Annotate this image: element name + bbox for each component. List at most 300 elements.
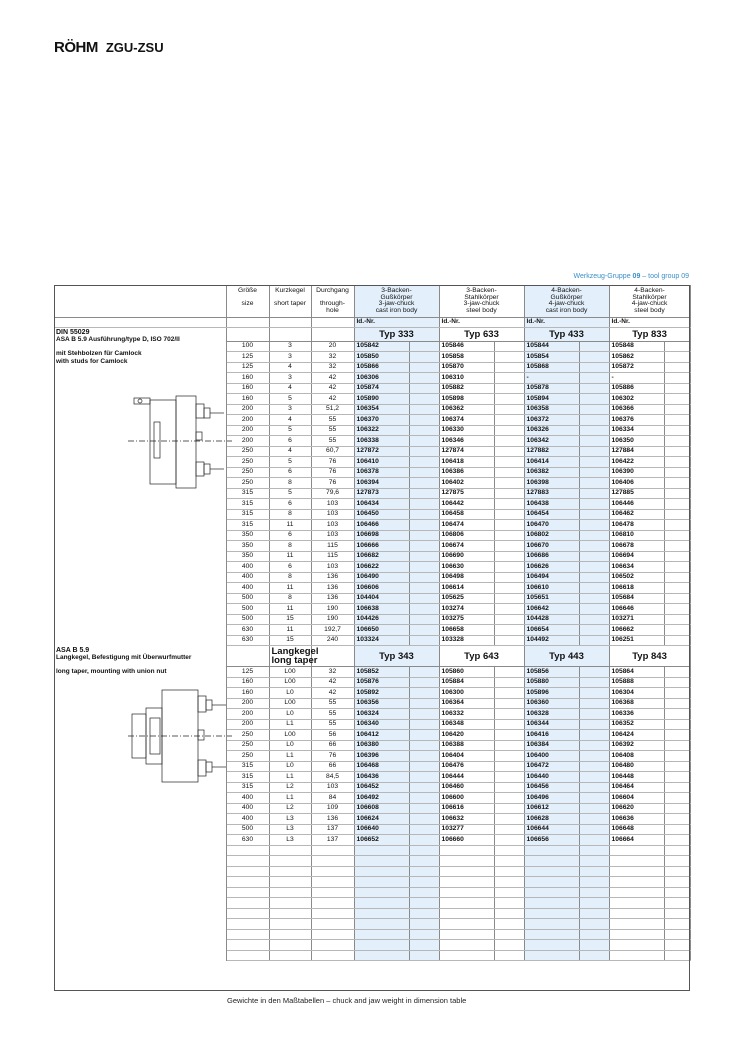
weight-cell bbox=[664, 499, 690, 510]
weight-cell bbox=[494, 488, 524, 499]
weight-cell bbox=[409, 824, 439, 835]
empty-cell bbox=[269, 877, 311, 888]
bore-cell: 137 bbox=[311, 824, 354, 835]
weight-cell bbox=[409, 677, 439, 688]
empty-cell bbox=[494, 940, 524, 951]
bore-cell: 55 bbox=[311, 698, 354, 709]
weight-cell bbox=[579, 383, 609, 394]
weight-cell bbox=[664, 709, 690, 720]
weight-cell bbox=[579, 404, 609, 415]
empty-cell bbox=[311, 908, 354, 919]
id-number-cell: 105842 bbox=[354, 341, 409, 352]
id-number-cell: 106376 bbox=[609, 415, 664, 426]
id-number-cell: 106344 bbox=[524, 719, 579, 730]
empty-cell bbox=[494, 950, 524, 961]
empty-cell bbox=[439, 877, 494, 888]
taper-cell: L3 bbox=[269, 814, 311, 825]
size-cell: 200 bbox=[226, 436, 269, 447]
taper-cell: L1 bbox=[269, 772, 311, 783]
id-number-cell: 106396 bbox=[354, 751, 409, 762]
empty-cell bbox=[409, 908, 439, 919]
weight-cell bbox=[664, 551, 690, 562]
id-number-cell: 106251 bbox=[609, 635, 664, 646]
empty-cell bbox=[226, 950, 269, 961]
id-number-cell: 106350 bbox=[609, 436, 664, 447]
weight-cell bbox=[494, 583, 524, 594]
empty-desc bbox=[54, 866, 226, 877]
id-number-cell: 106490 bbox=[354, 572, 409, 583]
weight-cell bbox=[409, 341, 439, 352]
id-number-cell: 106450 bbox=[354, 509, 409, 520]
size-cell: 500 bbox=[226, 614, 269, 625]
weight-cell bbox=[579, 541, 609, 552]
id-number-cell: 105886 bbox=[609, 383, 664, 394]
id-number-cell: 105862 bbox=[609, 352, 664, 363]
weight-cell bbox=[494, 635, 524, 646]
id-number-cell: 106348 bbox=[439, 719, 494, 730]
id-number-cell: 106478 bbox=[609, 520, 664, 531]
empty-cell bbox=[354, 929, 409, 940]
taper-cell: 3 bbox=[269, 352, 311, 363]
size-cell: 160 bbox=[226, 677, 269, 688]
empty-cell bbox=[354, 898, 409, 909]
weight-cell bbox=[409, 625, 439, 636]
long-taper-chuck-drawing bbox=[128, 686, 232, 786]
weight-cell bbox=[409, 362, 439, 373]
weight-cell bbox=[409, 373, 439, 384]
weight-cell bbox=[494, 404, 524, 415]
weight-cell bbox=[579, 793, 609, 804]
weight-cell bbox=[494, 761, 524, 772]
taper-cell: 6 bbox=[269, 562, 311, 573]
size-cell: 350 bbox=[226, 530, 269, 541]
size-cell: 400 bbox=[226, 572, 269, 583]
empty-cell bbox=[579, 856, 609, 867]
id-number-cell: 106466 bbox=[354, 520, 409, 531]
bore-cell: 20 bbox=[311, 341, 354, 352]
weight-cell bbox=[494, 499, 524, 510]
id-number-cell: 106420 bbox=[439, 730, 494, 741]
id-number-cell: 106630 bbox=[439, 562, 494, 573]
taper-cell: 4 bbox=[269, 383, 311, 394]
empty-cell bbox=[494, 908, 524, 919]
empty-cell bbox=[226, 898, 269, 909]
id-number-cell: 106806 bbox=[439, 530, 494, 541]
empty-cell bbox=[439, 908, 494, 919]
size-cell: 200 bbox=[226, 698, 269, 709]
empty-desc bbox=[54, 856, 226, 867]
id-number-cell: 106600 bbox=[439, 793, 494, 804]
id-number-cell: 106442 bbox=[439, 499, 494, 510]
weight-cell bbox=[409, 415, 439, 426]
empty-cell bbox=[664, 856, 690, 867]
weight-cell bbox=[494, 730, 524, 741]
weight-cell bbox=[664, 541, 690, 552]
empty-cell bbox=[609, 856, 664, 867]
taper-cell: L1 bbox=[269, 751, 311, 762]
weight-cell bbox=[494, 509, 524, 520]
id-number-cell: 106604 bbox=[609, 793, 664, 804]
empty-cell bbox=[311, 940, 354, 951]
weight-cell bbox=[664, 688, 690, 699]
taper-cell: 6 bbox=[269, 467, 311, 478]
empty-cell bbox=[311, 856, 354, 867]
id-number-cell: 127873 bbox=[354, 488, 409, 499]
empty-cell bbox=[226, 866, 269, 877]
id-number-cell: 106810 bbox=[609, 530, 664, 541]
empty-cell bbox=[609, 887, 664, 898]
type-label: Typ 343 bbox=[354, 646, 439, 667]
empty-cell bbox=[664, 866, 690, 877]
weight-cell bbox=[494, 698, 524, 709]
id-number-cell: 106382 bbox=[524, 467, 579, 478]
weight-cell bbox=[579, 824, 609, 835]
id-number-cell: 106346 bbox=[439, 436, 494, 447]
taper-cell: 3 bbox=[269, 341, 311, 352]
weight-cell bbox=[409, 782, 439, 793]
empty-cell bbox=[226, 929, 269, 940]
id-number-cell: 106436 bbox=[354, 772, 409, 783]
weight-cell bbox=[664, 614, 690, 625]
empty-cell bbox=[579, 929, 609, 940]
type-blank bbox=[311, 327, 354, 341]
empty-desc bbox=[54, 950, 226, 961]
empty-cell bbox=[269, 845, 311, 856]
taper-cell: L2 bbox=[269, 803, 311, 814]
empty-cell bbox=[494, 919, 524, 930]
weight-cell bbox=[409, 425, 439, 436]
weight-cell bbox=[579, 425, 609, 436]
id-number-cell: 127872 bbox=[354, 446, 409, 457]
empty-cell bbox=[226, 887, 269, 898]
bore-cell: 76 bbox=[311, 457, 354, 468]
taper-cell: L00 bbox=[269, 667, 311, 678]
bore-cell: 190 bbox=[311, 614, 354, 625]
empty-cell bbox=[311, 845, 354, 856]
id-number-cell: 106362 bbox=[439, 404, 494, 415]
bore-cell: 66 bbox=[311, 761, 354, 772]
empty-cell bbox=[524, 940, 579, 951]
id-number-cell: 106322 bbox=[354, 425, 409, 436]
weight-cell bbox=[494, 425, 524, 436]
weight-cell bbox=[409, 688, 439, 699]
empty-cell bbox=[609, 919, 664, 930]
empty-cell bbox=[579, 898, 609, 909]
section-title: DIN 55029 bbox=[56, 328, 90, 336]
id-number-cell: 106328 bbox=[524, 709, 579, 720]
size-cell: 315 bbox=[226, 772, 269, 783]
taper-cell: 8 bbox=[269, 572, 311, 583]
weight-cell bbox=[409, 719, 439, 730]
empty-desc bbox=[54, 929, 226, 940]
id-number-cell: 106332 bbox=[439, 709, 494, 720]
empty-cell bbox=[609, 908, 664, 919]
weight-cell bbox=[579, 572, 609, 583]
weight-cell bbox=[494, 341, 524, 352]
weight-cell bbox=[409, 541, 439, 552]
id-number-cell: - bbox=[609, 373, 664, 384]
size-cell: 250 bbox=[226, 478, 269, 489]
id-number-cell: 106356 bbox=[354, 698, 409, 709]
weight-cell bbox=[579, 761, 609, 772]
taper-cell: L3 bbox=[269, 824, 311, 835]
empty-cell bbox=[354, 856, 409, 867]
weight-cell bbox=[409, 698, 439, 709]
id-number-cell: 106372 bbox=[524, 415, 579, 426]
weight-cell bbox=[579, 415, 609, 426]
weight-cell bbox=[579, 677, 609, 688]
id-number-cell: - bbox=[524, 373, 579, 384]
empty-cell bbox=[494, 866, 524, 877]
id-number-cell: 106354 bbox=[354, 404, 409, 415]
id-number-cell: 106446 bbox=[609, 499, 664, 510]
weight-cell bbox=[494, 793, 524, 804]
id-number-cell: 103324 bbox=[354, 635, 409, 646]
size-cell: 250 bbox=[226, 751, 269, 762]
weight-cell bbox=[409, 761, 439, 772]
empty-row bbox=[54, 898, 690, 909]
bore-cell: 32 bbox=[311, 667, 354, 678]
taper-cell: 8 bbox=[269, 509, 311, 520]
weight-cell bbox=[579, 782, 609, 793]
id-number-cell: 106418 bbox=[439, 457, 494, 468]
empty-cell bbox=[524, 845, 579, 856]
id-label-row bbox=[54, 317, 690, 327]
id-number-cell: 106498 bbox=[439, 572, 494, 583]
id-number-cell: 103328 bbox=[439, 635, 494, 646]
size-cell: 160 bbox=[226, 373, 269, 384]
weight-cell bbox=[664, 835, 690, 846]
empty-cell bbox=[524, 908, 579, 919]
empty-cell bbox=[524, 877, 579, 888]
taper-subheader: Langkegel long taper bbox=[269, 646, 311, 667]
type-row bbox=[54, 646, 690, 667]
weight-cell bbox=[409, 667, 439, 678]
size-cell: 250 bbox=[226, 740, 269, 751]
id-number-cell: 106644 bbox=[524, 824, 579, 835]
empty-desc bbox=[54, 940, 226, 951]
type-row bbox=[54, 327, 690, 341]
empty-cell bbox=[664, 929, 690, 940]
size-cell: 315 bbox=[226, 782, 269, 793]
id-number-cell: 106480 bbox=[609, 761, 664, 772]
id-number-cell: 106444 bbox=[439, 772, 494, 783]
bore-cell: 56 bbox=[311, 730, 354, 741]
col-1-header: 3-Backen- Gußkörper 3-jaw-chuck cast iron body bbox=[354, 285, 439, 317]
taper-cell: 11 bbox=[269, 551, 311, 562]
taper-cell: 15 bbox=[269, 635, 311, 646]
weight-cell bbox=[664, 520, 690, 531]
empty-cell bbox=[609, 950, 664, 961]
weight-cell bbox=[494, 551, 524, 562]
empty-row bbox=[54, 940, 690, 951]
section2-description: ASA B 5.9 Langkegel, Befestigung mit Überwurfmutter long taper, mounting with union nut bbox=[54, 646, 226, 846]
weight-cell bbox=[409, 604, 439, 615]
taper-cell: 8 bbox=[269, 541, 311, 552]
taper-cell: L0 bbox=[269, 709, 311, 720]
id-number-cell: 106434 bbox=[354, 499, 409, 510]
weight-cell bbox=[409, 709, 439, 720]
id-number-cell: 106306 bbox=[354, 373, 409, 384]
weight-cell bbox=[579, 467, 609, 478]
weight-cell bbox=[409, 436, 439, 447]
weight-cell bbox=[409, 394, 439, 405]
id-number-cell: 106334 bbox=[609, 425, 664, 436]
weight-cell bbox=[409, 751, 439, 762]
id-number-cell: 106392 bbox=[609, 740, 664, 751]
empty-desc bbox=[54, 877, 226, 888]
col-taper-header: Kurzkegel short taper bbox=[269, 285, 311, 317]
size-cell: 315 bbox=[226, 488, 269, 499]
weight-cell bbox=[664, 362, 690, 373]
id-number-cell: 106458 bbox=[439, 509, 494, 520]
id-number-cell: 106412 bbox=[354, 730, 409, 741]
taper-cell: 5 bbox=[269, 457, 311, 468]
empty-cell bbox=[664, 877, 690, 888]
weight-cell bbox=[579, 509, 609, 520]
id-number-cell: 103275 bbox=[439, 614, 494, 625]
header-blank bbox=[54, 285, 226, 317]
weight-cell bbox=[579, 446, 609, 457]
empty-cell bbox=[609, 877, 664, 888]
empty-cell bbox=[311, 919, 354, 930]
taper-cell: 15 bbox=[269, 614, 311, 625]
weight-cell bbox=[664, 740, 690, 751]
weight-cell bbox=[664, 772, 690, 783]
empty-row bbox=[54, 877, 690, 888]
weight-cell bbox=[579, 803, 609, 814]
id-number-cell: 106468 bbox=[354, 761, 409, 772]
id-number-cell: 127874 bbox=[439, 446, 494, 457]
bore-cell: 136 bbox=[311, 814, 354, 825]
size-cell: 125 bbox=[226, 362, 269, 373]
id-number-cell: 106496 bbox=[524, 793, 579, 804]
id-number-cell: 105684 bbox=[609, 593, 664, 604]
size-cell: 160 bbox=[226, 383, 269, 394]
bore-cell: 190 bbox=[311, 604, 354, 615]
taper-cell: 11 bbox=[269, 625, 311, 636]
weight-cell bbox=[409, 446, 439, 457]
empty-cell bbox=[269, 950, 311, 961]
size-cell: 400 bbox=[226, 803, 269, 814]
weight-cell bbox=[579, 373, 609, 384]
id-number-cell: 127875 bbox=[439, 488, 494, 499]
bore-cell: 76 bbox=[311, 751, 354, 762]
id-number-cell: 105844 bbox=[524, 341, 579, 352]
weight-cell bbox=[409, 520, 439, 531]
taper-cell: 8 bbox=[269, 478, 311, 489]
weight-cell bbox=[579, 394, 609, 405]
size-cell: 200 bbox=[226, 709, 269, 720]
empty-desc bbox=[54, 908, 226, 919]
weight-cell bbox=[579, 719, 609, 730]
id-number-cell: 106632 bbox=[439, 814, 494, 825]
empty-cell bbox=[409, 919, 439, 930]
weight-cell bbox=[664, 667, 690, 678]
empty-cell bbox=[664, 950, 690, 961]
id-number-cell: 106694 bbox=[609, 551, 664, 562]
weight-cell bbox=[579, 730, 609, 741]
weight-cell bbox=[494, 614, 524, 625]
size-cell: 125 bbox=[226, 352, 269, 363]
id-number-cell: 106502 bbox=[609, 572, 664, 583]
weight-cell bbox=[579, 740, 609, 751]
weight-cell bbox=[664, 782, 690, 793]
id-number-cell: 106618 bbox=[609, 583, 664, 594]
bore-cell: 84 bbox=[311, 793, 354, 804]
empty-cell bbox=[524, 898, 579, 909]
empty-cell bbox=[524, 919, 579, 930]
id-number-cell: 106472 bbox=[524, 761, 579, 772]
weight-cell bbox=[409, 572, 439, 583]
size-cell: 400 bbox=[226, 562, 269, 573]
empty-cell bbox=[494, 887, 524, 898]
weight-cell bbox=[579, 457, 609, 468]
weight-cell bbox=[494, 362, 524, 373]
id-number-cell: 106474 bbox=[439, 520, 494, 531]
weight-cell bbox=[664, 488, 690, 499]
id-number-cell: 106300 bbox=[439, 688, 494, 699]
size-cell: 350 bbox=[226, 541, 269, 552]
id-number-cell: 106358 bbox=[524, 404, 579, 415]
weight-cell bbox=[579, 478, 609, 489]
weight-cell bbox=[494, 604, 524, 615]
size-cell: 250 bbox=[226, 730, 269, 741]
taper-cell: 3 bbox=[269, 373, 311, 384]
empty-cell bbox=[579, 877, 609, 888]
id-number-cell: 106310 bbox=[439, 373, 494, 384]
taper-cell: L0 bbox=[269, 740, 311, 751]
weight-cell bbox=[494, 824, 524, 835]
id-number-cell: 104492 bbox=[524, 635, 579, 646]
type-label: Typ 643 bbox=[439, 646, 524, 667]
id-number-cell: 104426 bbox=[354, 614, 409, 625]
bore-cell: 32 bbox=[311, 362, 354, 373]
id-number-cell: 106686 bbox=[524, 551, 579, 562]
id-number-cell: 106414 bbox=[524, 457, 579, 468]
id-number-cell: 106492 bbox=[354, 793, 409, 804]
id-number-cell: 103277 bbox=[439, 824, 494, 835]
size-cell: 125 bbox=[226, 667, 269, 678]
id-number-cell: 106338 bbox=[354, 436, 409, 447]
weight-cell bbox=[409, 814, 439, 825]
id-number-cell: 106390 bbox=[609, 467, 664, 478]
id-number-cell: 106384 bbox=[524, 740, 579, 751]
weight-cell bbox=[409, 467, 439, 478]
bore-cell: 103 bbox=[311, 509, 354, 520]
id-number-cell: 105874 bbox=[354, 383, 409, 394]
weight-cell bbox=[494, 541, 524, 552]
taper-cell: L00 bbox=[269, 698, 311, 709]
id-number-cell: 106648 bbox=[609, 824, 664, 835]
weight-cell bbox=[664, 436, 690, 447]
id-number-cell: 106422 bbox=[609, 457, 664, 468]
empty-cell bbox=[354, 908, 409, 919]
size-cell: 400 bbox=[226, 793, 269, 804]
taper-cell: L0 bbox=[269, 688, 311, 699]
id-number-cell: 106336 bbox=[609, 709, 664, 720]
weight-cell bbox=[409, 593, 439, 604]
empty-cell bbox=[409, 950, 439, 961]
id-number-cell: 106386 bbox=[439, 467, 494, 478]
weight-cell bbox=[409, 803, 439, 814]
id-number-cell: 105870 bbox=[439, 362, 494, 373]
empty-cell bbox=[664, 908, 690, 919]
id-number-cell: 105880 bbox=[524, 677, 579, 688]
id-number-cell: 106638 bbox=[354, 604, 409, 615]
taper-cell: 11 bbox=[269, 583, 311, 594]
bore-cell: 55 bbox=[311, 719, 354, 730]
